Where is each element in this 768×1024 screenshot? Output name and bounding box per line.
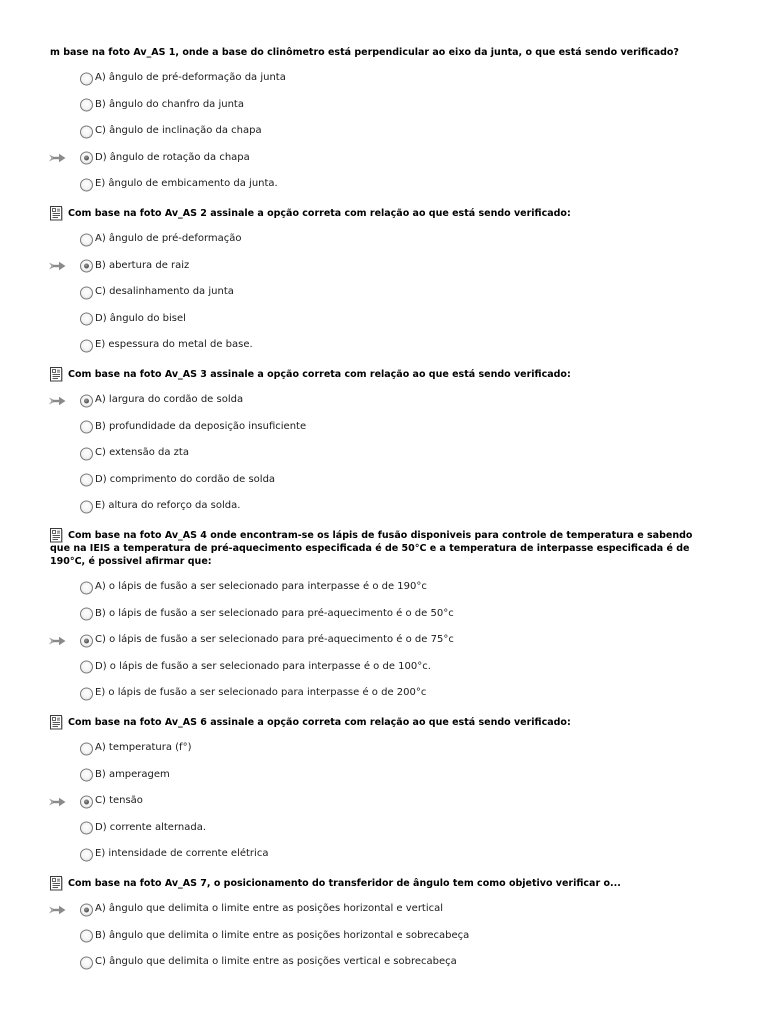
question-text: Com base na foto Av_AS 2 assinale a opção correta com relação ao que está sendo verificado: xyxy=(68,207,571,219)
option-c-label: C) ângulo de inclinação da chapa xyxy=(95,125,262,137)
option-e-radio[interactable] xyxy=(80,339,93,352)
option-c xyxy=(0,279,768,306)
option-d-label: D) ângulo do bisel xyxy=(95,312,186,324)
option-d-label: D) o lápis de fusão a ser selecionado para interpasse é o de 100°c. xyxy=(95,660,431,672)
question-block-5 xyxy=(0,709,768,868)
question-sheet-icon xyxy=(50,529,63,542)
option-b xyxy=(0,923,768,950)
option-d xyxy=(0,145,768,172)
question-block-3 xyxy=(0,361,768,520)
option-b-radio[interactable] xyxy=(80,930,93,943)
option-e-radio[interactable] xyxy=(80,848,93,861)
option-e-label: E) altura do reforço da solda. xyxy=(95,500,241,512)
option-b-radio[interactable] xyxy=(80,421,93,434)
option-c-label: C) o lápis de fusão a ser selecionado para pré-aquecimento é o de 75°c xyxy=(95,634,454,646)
option-e-radio[interactable] xyxy=(80,500,93,513)
option-d-label: D) ângulo de rotação da chapa xyxy=(95,151,250,163)
answer-arrow-icon xyxy=(49,905,66,915)
option-c xyxy=(0,440,768,467)
question-block-2 xyxy=(0,200,768,359)
option-b-radio[interactable] xyxy=(80,769,93,782)
answer-arrow-icon xyxy=(49,261,66,271)
option-e xyxy=(0,332,768,359)
option-a-label: A) temperatura (f°) xyxy=(95,742,192,754)
option-a xyxy=(0,65,768,92)
question-title xyxy=(50,522,710,575)
question-title xyxy=(50,870,710,897)
option-b xyxy=(0,92,768,119)
option-d-radio[interactable] xyxy=(80,661,93,674)
option-e-label: E) espessura do metal de base. xyxy=(95,339,253,351)
option-a-radio[interactable] xyxy=(80,581,93,594)
question-text: Com base na foto Av_AS 7, o posicionamento do transferidor de ângulo tem como objetivo verificar o... xyxy=(68,877,621,889)
option-a-radio[interactable] xyxy=(80,233,93,246)
option-a-label: A) largura do cordão de solda xyxy=(95,394,244,406)
option-c-radio[interactable] xyxy=(80,956,93,969)
option-d-radio[interactable] xyxy=(80,474,93,487)
option-d-radio[interactable] xyxy=(80,152,93,165)
option-e-radio[interactable] xyxy=(80,687,93,700)
option-e xyxy=(0,841,768,868)
option-d-label: D) corrente alternada. xyxy=(95,821,207,833)
question-block-6 xyxy=(0,870,768,976)
option-c-label: C) desalinhamento da junta xyxy=(95,286,234,298)
question-text: Com base na foto Av_AS 6 assinale a opção correta com relação ao que está sendo verificado: xyxy=(68,716,571,728)
option-a-radio[interactable] xyxy=(80,903,93,916)
option-c-radio[interactable] xyxy=(80,286,93,299)
option-d-label: D) comprimento do cordão de solda xyxy=(95,473,276,485)
option-a xyxy=(0,896,768,923)
option-b xyxy=(0,253,768,280)
option-a-label: A) o lápis de fusão a ser selecionado para interpasse é o de 190°c xyxy=(95,581,427,593)
option-a-label: A) ângulo de pré-deformação da junta xyxy=(95,72,286,84)
option-e xyxy=(0,171,768,198)
option-b-radio[interactable] xyxy=(80,260,93,273)
option-a xyxy=(0,387,768,414)
option-b-label: B) abertura de raiz xyxy=(95,259,190,271)
option-a xyxy=(0,226,768,253)
question-text: Com base na foto Av_AS 4 onde encontram-se os lápis de fusão disponiveis para controle de temperatura e sabendo que na IEIS a temperatura de pré-aquecimento especificada é de 50°C e a temperatura de interpasse especificada é de 190°C, é possivel afirmar que: xyxy=(50,529,693,567)
option-a xyxy=(0,574,768,601)
option-e-radio[interactable] xyxy=(80,178,93,191)
answer-arrow-icon xyxy=(49,396,66,406)
option-e-label: E) o lápis de fusão a ser selecionado para interpasse é o de 200°c xyxy=(95,687,427,699)
option-b xyxy=(0,414,768,441)
option-a-label: A) ângulo que delimita o limite entre as posições horizontal e vertical xyxy=(95,903,444,915)
question-title xyxy=(50,200,710,227)
answer-arrow-icon xyxy=(49,797,66,807)
option-d xyxy=(0,306,768,333)
question-text: m base na foto Av_AS 1, onde a base do clinômetro está perpendicular ao eixo da junta, o que está sendo verificado? xyxy=(50,46,679,58)
question-sheet-icon xyxy=(50,207,63,220)
option-d-radio[interactable] xyxy=(80,313,93,326)
question-list xyxy=(0,39,768,976)
option-e xyxy=(0,680,768,707)
answer-arrow-icon xyxy=(49,153,66,163)
option-d-radio[interactable] xyxy=(80,822,93,835)
option-c-radio[interactable] xyxy=(80,125,93,138)
option-c-label: C) extensão da zta xyxy=(95,447,189,459)
option-c xyxy=(0,118,768,145)
option-c-label: C) ângulo que delimita o limite entre as posições vertical e sobrecabeça xyxy=(95,956,457,968)
question-text: Com base na foto Av_AS 3 assinale a opção correta com relação ao que está sendo verificado: xyxy=(68,368,571,380)
question-block-4 xyxy=(0,522,768,707)
option-b-radio[interactable] xyxy=(80,608,93,621)
option-c xyxy=(0,788,768,815)
question-title xyxy=(50,39,710,66)
option-b-label: B) ângulo que delimita o limite entre as posições horizontal e sobrecabeça xyxy=(95,929,470,941)
question-title xyxy=(50,361,710,388)
option-b-label: B) ângulo do chanfro da junta xyxy=(95,98,244,110)
question-block-1 xyxy=(0,39,768,198)
option-a-radio[interactable] xyxy=(80,742,93,755)
option-e-label: E) ângulo de embicamento da junta. xyxy=(95,178,278,190)
option-e-label: E) intensidade de corrente elétrica xyxy=(95,848,269,860)
option-b xyxy=(0,601,768,628)
option-a-radio[interactable] xyxy=(80,394,93,407)
option-e xyxy=(0,493,768,520)
option-c xyxy=(0,949,768,976)
option-a xyxy=(0,735,768,762)
option-c-radio[interactable] xyxy=(80,447,93,460)
option-b xyxy=(0,762,768,789)
option-b-radio[interactable] xyxy=(80,99,93,112)
question-sheet-icon xyxy=(50,877,63,890)
option-c xyxy=(0,627,768,654)
answer-arrow-icon xyxy=(49,636,66,646)
option-a-radio[interactable] xyxy=(80,72,93,85)
option-c-label: C) tensão xyxy=(95,795,143,807)
question-title xyxy=(50,709,710,736)
option-c-radio[interactable] xyxy=(80,634,93,647)
option-a-label: A) ângulo de pré-deformação xyxy=(95,233,242,245)
option-b-label: B) o lápis de fusão a ser selecionado para pré-aquecimento é o de 50°c xyxy=(95,607,454,619)
question-sheet-icon xyxy=(50,368,63,381)
option-b-label: B) profundidade da deposição insuficiente xyxy=(95,420,307,432)
option-c-radio[interactable] xyxy=(80,795,93,808)
question-sheet-icon xyxy=(50,716,63,729)
option-d xyxy=(0,654,768,681)
option-b-label: B) amperagem xyxy=(95,768,170,780)
option-d xyxy=(0,467,768,494)
option-d xyxy=(0,815,768,842)
